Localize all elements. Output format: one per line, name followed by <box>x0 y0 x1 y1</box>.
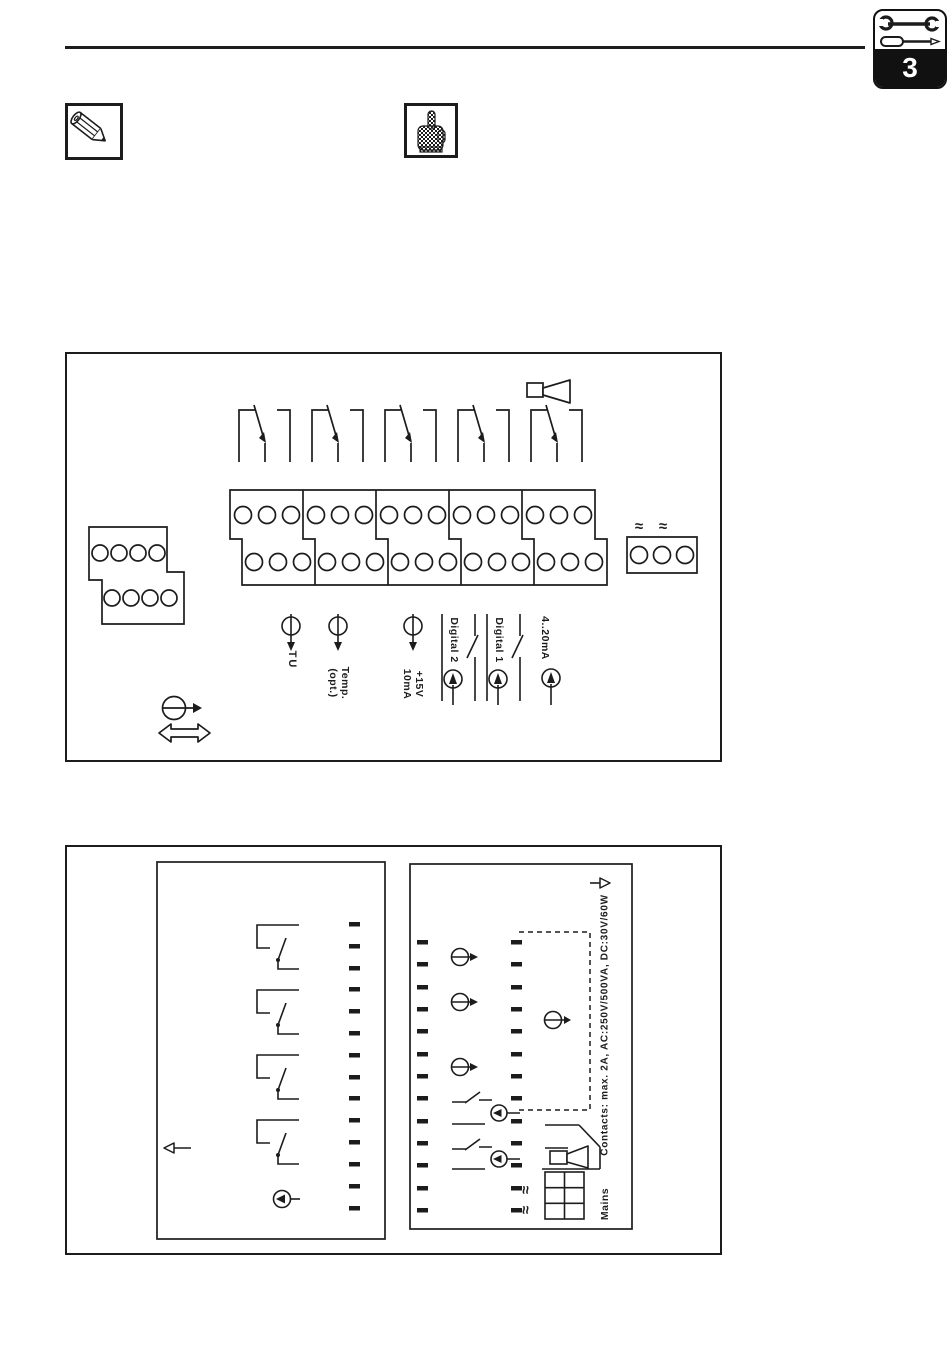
terminal-screws <box>235 507 603 571</box>
mains-label: Mains <box>599 1187 611 1221</box>
pencil-note-icon <box>65 103 123 160</box>
label-10ma: 10mA <box>401 668 413 700</box>
signal-input-symbols <box>444 669 560 705</box>
terminal-pads-left-board <box>349 922 360 1211</box>
mains-terminal <box>627 537 697 573</box>
label-15v: +15V <box>413 670 425 698</box>
signal-input-symbol-side <box>274 1191 301 1208</box>
ac-symbol: ≈ <box>517 1185 535 1195</box>
horn-icon-side <box>550 1146 588 1168</box>
horn-icon <box>527 380 570 403</box>
terminal-pads-right-board <box>417 940 522 1213</box>
left-board-outline <box>157 862 385 1239</box>
chapter-tab <box>875 49 945 87</box>
signal-output-symbols <box>282 614 422 651</box>
bidirectional-arrow-icon <box>159 724 210 742</box>
label-digital1: Digital 1 <box>493 617 505 663</box>
ac-symbol: ≈ <box>634 518 644 535</box>
label-tu: TU <box>286 650 298 670</box>
header-rule <box>65 46 865 49</box>
label-temp: Temp. <box>339 666 351 700</box>
digital-switches-side <box>452 1092 492 1169</box>
mains-terminal-grid <box>545 1172 584 1219</box>
figure1-terminal-diagram <box>65 352 722 762</box>
label-digital2: Digital 2 <box>448 617 460 663</box>
ac-symbol: ≈ <box>517 1205 535 1215</box>
chapter-number: 3 <box>902 52 918 83</box>
pencil-icon <box>68 106 120 157</box>
figure1-drawing <box>67 354 720 760</box>
signal-input-symbols-side <box>491 1105 520 1167</box>
right-arrow-icon <box>590 878 610 888</box>
terminal-blocks <box>230 490 607 585</box>
contacts-rating-label: Contacts: max. 2A, AC:250V/500VA, DC:30V/60W <box>599 894 611 1156</box>
figure2-terminal-diagram <box>65 845 722 1255</box>
label-temp-opt: (opt.) <box>327 668 339 698</box>
label-420ma: 4..20mA <box>539 616 551 660</box>
aux-connector <box>89 527 184 624</box>
wrench-screwdriver-icon <box>875 11 945 49</box>
relay-contact-symbols <box>239 405 582 462</box>
relay-pivot-dots <box>276 958 280 1157</box>
figure2-drawing <box>67 847 720 1253</box>
hand-icon <box>407 106 455 155</box>
contacts-dashed-bracket <box>519 932 590 1110</box>
signal-direction-legend-icon <box>162 697 202 720</box>
tools-icon <box>873 9 947 89</box>
ac-symbol: ≈ <box>658 518 668 535</box>
left-arrow-icon <box>164 1143 191 1153</box>
pointing-hand-icon <box>404 103 458 158</box>
